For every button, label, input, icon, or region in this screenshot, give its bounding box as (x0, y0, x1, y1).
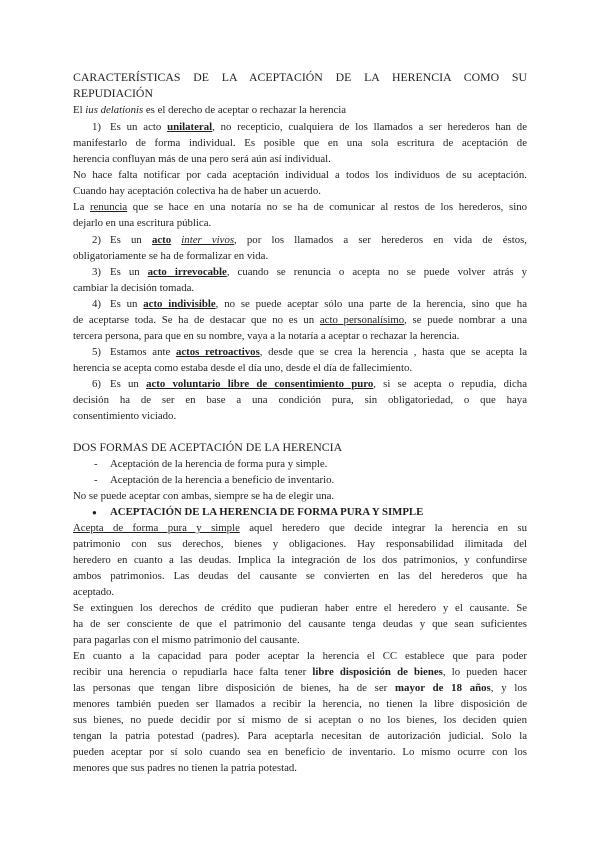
paragraph-line: En cuanto a la capacidad para poder aceptar la herencia el CC establece que para poder (73, 650, 527, 662)
item-5-line: Estamos ante actos retroactivos, desde que se crea la herencia , hasta que se acepta la (110, 346, 527, 358)
paragraph-line: para pagarlas con el mismo patrimonio del causante. (73, 634, 300, 646)
keyword-retroactivos: actos retroactivos (175, 346, 260, 358)
keyword-mayor-edad: mayor de 18 años (395, 682, 491, 694)
item-3-line: Es un acto irrevocable, cuando se renuncia o acepta no se puede volver atrás y (110, 266, 527, 278)
keyword-indivisible: acto indivisible (143, 298, 216, 310)
paragraph-line: menores también pueden ser llamados a recibir la herencia, no tienen la libre disposición de (73, 698, 527, 710)
subheading: ACEPTACIÓN DE LA HERENCIA DE FORMA PURA Y SIMPLE (110, 506, 424, 518)
paragraph-line: las personas que tengan libre disposición de bienes, ha de ser mayor de 18 años, y los (73, 682, 527, 694)
paragraph-line: La renuncia que se hace en una notaría no se ha de comunicar al restos de los herederos, sino (73, 201, 528, 213)
paragraph-line: aceptado. (73, 586, 115, 598)
item-number: 6) (92, 378, 101, 390)
paragraph-line: pueden aceptar por sí solo cuando sea en beneficio de inventario. Lo mismo ocurre con los (73, 746, 527, 758)
list-item: Aceptación de la herencia a beneficio de inventario. (110, 474, 335, 486)
keyword-pura-simple: Acepta de forma pura y simple (73, 522, 240, 534)
item-number: 4) (92, 298, 101, 310)
paragraph-line: tengan la patria potestad (padres). Para aceptarla necesitan de autorización judicial. Solo la (73, 730, 527, 742)
item-4-line: de aceptarse toda. Se ha de destacar que no es un acto personalísimo, se puede nombrar a una (73, 314, 527, 326)
paragraph-line: heredero en cuanto a las deudas. Implica la integración de los dos patrimonios, y confundirse (73, 554, 527, 566)
item-6-line: Es un acto voluntario libre de consentimiento puro, si se acepta o repudia, dicha (110, 378, 527, 390)
item-2-line: obligatoriamente se ha de formalizar en vida. (73, 250, 269, 262)
section-heading: CARACTERÍSTICAS DE LA ACEPTACIÓN DE LA HERENCIA COMO SU (73, 70, 527, 84)
paragraph-line: No hace falta notificar por cada aceptación individual a todos los individuos de su aceptación. (73, 169, 527, 181)
section-heading: DOS FORMAS DE ACEPTACIÓN DE LA HERENCIA (73, 440, 343, 454)
item-1-line: Es un acto unilateral, no recepticio, cualquiera de los llamados a ser herederos han de (110, 121, 527, 133)
list-item: Aceptación de la herencia de forma pura y simple. (110, 458, 328, 470)
item-2-line: Es un acto inter vivos, por los llamados a ser herederos en vida de éstos, (110, 234, 527, 246)
keyword-personalisimo: acto personalísimo (319, 314, 405, 326)
item-4-line: tercera persona, para que en su nombre, vaya a la notaría a aceptar o rechazar la herencia. (73, 330, 460, 342)
section-heading-cont: REPUDIACIÓN (73, 86, 153, 100)
paragraph-line: dejarlo en una escritura pública. (73, 217, 212, 229)
keyword-unilateral: unilateral (167, 121, 213, 133)
item-number: 2) (92, 234, 101, 246)
keyword-libre-disposicion: libre disposición de bienes (312, 666, 443, 678)
paragraph-line: ambos patrimonios. Las deudas del causante se convierten en las del herederos que ha (73, 570, 527, 582)
item-1-line: herencia confluyan más de una pero será aún así individual. (73, 153, 331, 165)
dash-marker: - (94, 458, 98, 470)
paragraph-line: sus bienes, no puede decidir por sí mismo de si aceptan o no los bienes, los deciden quien (73, 714, 527, 726)
paragraph-line: Se extinguen los derechos de crédito que pudieran haber entre el heredero y el causante. Se (73, 602, 527, 614)
item-6-line: consentimiento viciado. (73, 410, 177, 422)
item-6-line: decisión ha de ser en base a una condición pura, sin obligatoriedad, o que haya (73, 394, 527, 406)
paragraph-line: menores que sus padres no tienen la patria potestad. (73, 762, 297, 774)
item-4-line: Es un acto indivisible, no se puede aceptar sólo una parte de la herencia, sino que ha (110, 298, 527, 310)
keyword-irrevocable: acto irrevocable (147, 266, 227, 278)
ius-delationis-term: ius delationis (85, 104, 144, 116)
paragraph-line: recibir una herencia o repudiarla hace falta tener libre disposición de bienes, lo pueden hacer (73, 666, 527, 678)
paragraph-line: Acepta de forma pura y simple aquel heredero que decide integrar la herencia en su (73, 522, 527, 534)
paragraph-line: patrimonio con sus derechos, bienes y obligaciones. Hay responsabilidad ilimitada del (73, 538, 527, 550)
item-number: 3) (92, 266, 101, 278)
paragraph-line: ha de ser consciente de que el patrimonio del causante tenga deudas y que sean suficientes (73, 618, 527, 630)
keyword-voluntario: acto voluntario libre de consentimiento puro (146, 378, 374, 390)
item-3-line: cambiar la decisión tomada. (73, 282, 195, 294)
keyword-inter-vivos: inter vivos (181, 234, 235, 246)
item-number: 1) (92, 121, 101, 133)
bullet-marker: ● (92, 508, 97, 517)
item-5-line: herencia se acepta como estaba desde el día uno, desde el día de fallecimiento. (73, 362, 413, 374)
item-number: 5) (92, 346, 101, 358)
item-1-line: manifestarlo de forma individual. Es posible que en una sola escritura de aceptación de (73, 137, 527, 149)
paragraph-line: No se puede aceptar con ambas, siempre se ha de elegir una. (73, 490, 335, 502)
keyword-acto: acto (151, 234, 172, 246)
paragraph-line: Cuando hay aceptación colectiva ha de haber un acuerdo. (73, 185, 321, 197)
keyword-renuncia: renuncia (90, 201, 128, 213)
intro-line: El ius delationis es el derecho de aceptar o rechazar la herencia (73, 104, 347, 116)
dash-marker: - (94, 474, 98, 486)
